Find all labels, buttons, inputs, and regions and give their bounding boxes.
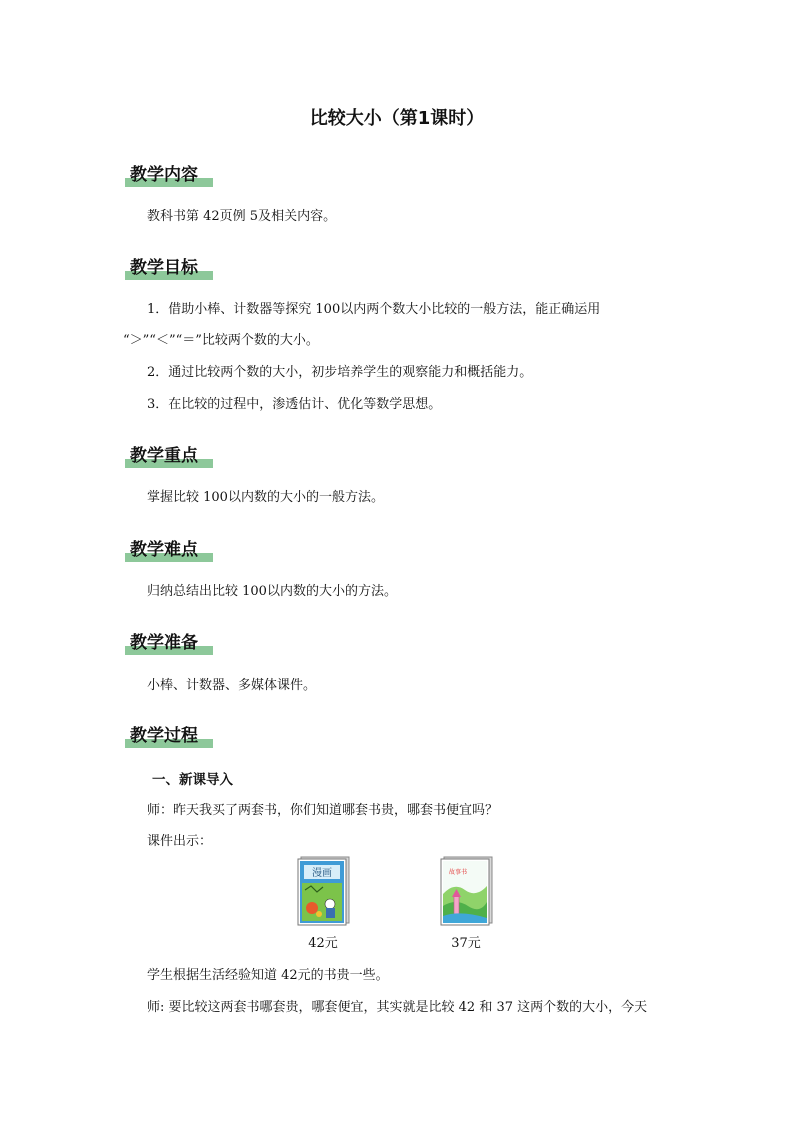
key-text: 掌握比较 100以内数的大小的一般方法。 [147, 490, 384, 505]
storybook-cover-text: 故事书 [448, 869, 468, 876]
process-line-4: 师: 要比较这两套书哪套贵，哪套便宜，其实就是比较 42 和 37 这两个数的大小，今天 [147, 1000, 648, 1015]
heading-process: 教学过程 [125, 721, 198, 748]
process-line-1: 师：昨天我买了两套书，你们知道哪套书贵，哪套书便宜吗？ [147, 803, 499, 818]
process-line-2: 课件出示： [147, 834, 213, 849]
comic-cover-text: 漫画 [312, 868, 332, 879]
difficult-text: 归纳总结出比较 100以内数的大小的方法。 [147, 584, 397, 599]
storybook-image [440, 856, 494, 926]
page-title: 比较大小（第1课时） [309, 108, 485, 129]
goal-item-2: 2．通过比较两个数的大小，初步培养学生的观察能力和概括能力。 [147, 365, 533, 380]
heading-goals: 教学目标 [125, 253, 198, 280]
content-text: 教科书第 42页例 5及相关内容。 [147, 209, 337, 224]
heading-prep: 教学准备 [125, 628, 198, 655]
goal-item-1-cont: “＞”“＜”“＝”比较两个数的大小。 [123, 333, 319, 348]
process-subheading: 一、新课导入 [152, 772, 233, 788]
process-line-3: 学生根据生活经验知道 42元的书贵一些。 [147, 968, 389, 983]
heading-difficult: 教学难点 [125, 535, 198, 562]
goal-item-3: 3．在比较的过程中，渗透估计、优化等数学思想。 [147, 397, 442, 412]
heading-content: 教学内容 [125, 160, 198, 187]
comic-price: 42元 [308, 936, 338, 951]
heading-key: 教学重点 [125, 441, 198, 468]
prep-text: 小棒、计数器、多媒体课件。 [147, 678, 317, 693]
storybook-price: 37元 [451, 936, 481, 951]
comic-book-image [297, 856, 351, 926]
goal-item-1: 1．借助小棒、计数器等探究 100以内两个数大小比较的一般方法，能正确运用 [147, 302, 601, 317]
